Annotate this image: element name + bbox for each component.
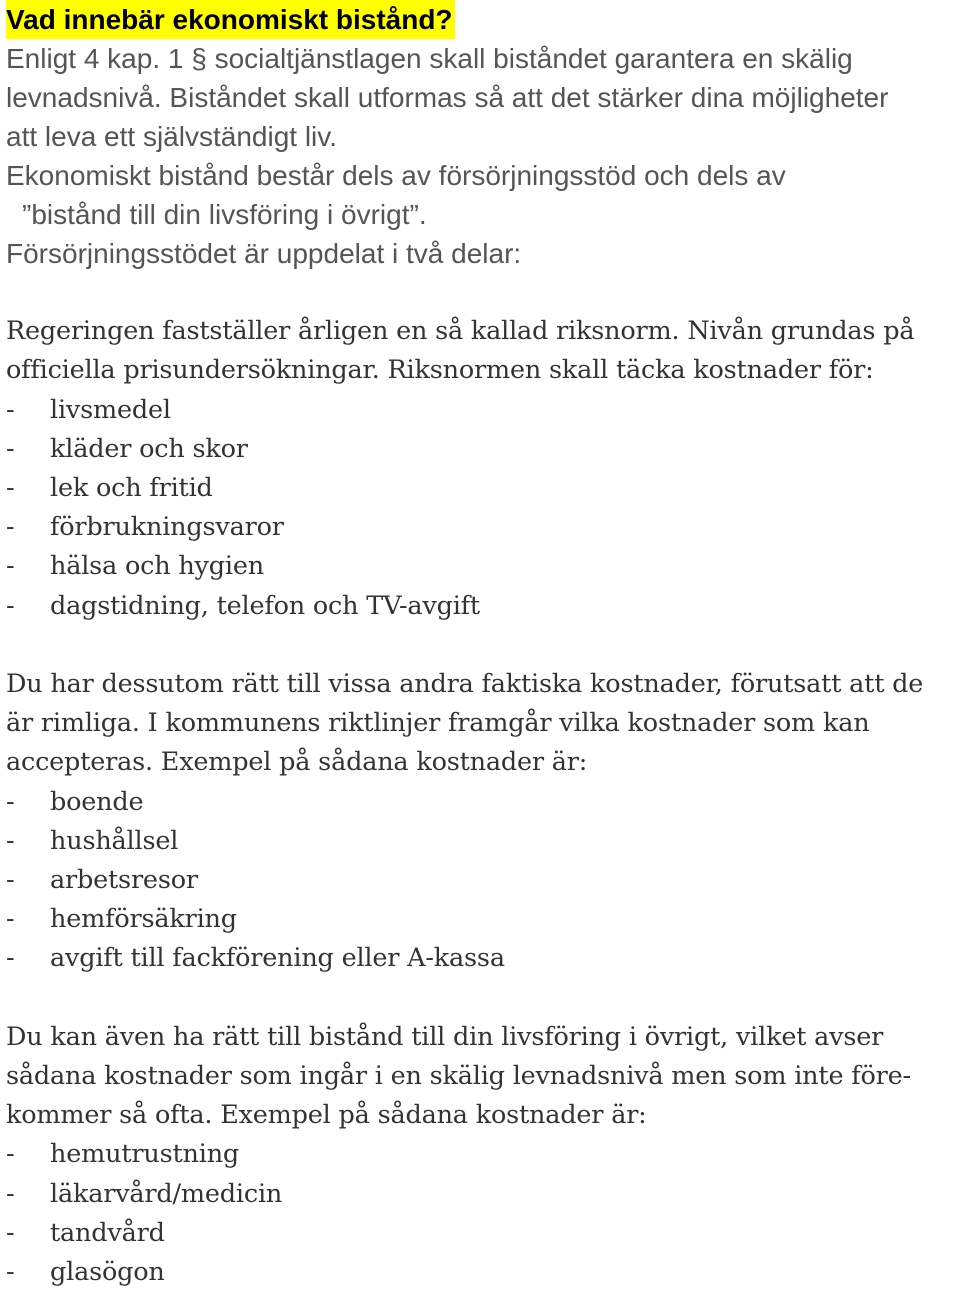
- document-page: [6, 0, 960, 1292]
- list-item: [6, 1253, 960, 1292]
- riksnorm-section: [6, 273, 960, 1292]
- list-item: [6, 587, 960, 626]
- list-item-text: arbetsresor: [50, 865, 198, 896]
- list-item: [6, 469, 960, 508]
- paragraph-line: kommer så ofta. Exempel på sådana kostnader är:: [6, 1100, 647, 1131]
- intro-line: Ekonomiskt bistånd består dels av försörjningsstöd och dels av: [6, 160, 786, 191]
- list-item: [6, 1214, 960, 1253]
- list-bullet: -: [6, 1217, 15, 1248]
- list-item-text: dagstidning, telefon och TV-avgift: [50, 590, 480, 621]
- list-bullet: -: [6, 1139, 15, 1170]
- list-bullet: -: [6, 865, 15, 896]
- list-bullet: -: [6, 904, 15, 935]
- list-item: [6, 1135, 960, 1174]
- intro-line: att leva ett självständigt liv.: [6, 121, 337, 152]
- list-item: [6, 939, 960, 978]
- list-item-text: läkarvård/medicin: [50, 1178, 283, 1209]
- list-item-text: förbrukningsvaror: [50, 512, 284, 543]
- list-item-text: hemförsäkring: [50, 904, 237, 935]
- riksnorm-list: [6, 391, 960, 626]
- list-item: [6, 547, 960, 586]
- list-bullet: -: [6, 394, 15, 425]
- list-item-text: tandvård: [50, 1217, 165, 1248]
- document-title: Vad innebär ekonomiskt bistånd?: [6, 0, 455, 39]
- list-item: [6, 430, 960, 469]
- list-bullet: -: [6, 1257, 15, 1288]
- intro-block: [6, 39, 960, 273]
- paragraph-line: är rimliga. I kommunens riktlinjer framgår vilka kostnader som kan: [6, 708, 870, 739]
- list-item: [6, 822, 960, 861]
- paragraph-line: Du kan även ha rätt till bistånd till din livsföring i övrigt, vilket avser: [6, 1021, 884, 1052]
- list-item: [6, 391, 960, 430]
- list-item-text: hushållsel: [50, 825, 179, 856]
- paragraph-line: sådana kostnader som ingår i en skälig levnadsnivå men som inte före-: [6, 1061, 911, 1092]
- cost-example-list: [6, 783, 960, 979]
- list-item-text: kläder och skor: [50, 433, 248, 464]
- paragraph-line: Regeringen fastställer årligen en så kallad riksnorm. Nivån grundas på: [6, 316, 915, 347]
- list-item: [6, 1175, 960, 1214]
- list-item-text: avgift till fackförening eller A-kassa: [50, 943, 505, 974]
- spacer: [6, 979, 960, 1018]
- list-bullet: -: [6, 433, 15, 464]
- list-bullet: -: [6, 786, 15, 817]
- list-item-text: glasögon: [50, 1257, 165, 1288]
- list-item-text: livsmedel: [50, 394, 171, 425]
- intro-line: Försörjningsstödet är uppdelat i två delar:: [6, 238, 522, 269]
- list-item: [6, 508, 960, 547]
- list-item: [6, 900, 960, 939]
- list-item-text: lek och fritid: [50, 473, 213, 503]
- title-row: [6, 0, 960, 39]
- spacer: [6, 626, 960, 665]
- list-bullet: -: [6, 943, 15, 974]
- paragraph-line: officiella prisundersökningar. Riksnormen skall täcka kostnader för:: [6, 355, 874, 386]
- list-bullet: -: [6, 473, 15, 503]
- list-item: [6, 861, 960, 900]
- list-item-text: hälsa och hygien: [50, 551, 264, 582]
- list-bullet: -: [6, 551, 15, 582]
- paragraph-line: accepteras. Exempel på sådana kostnader är:: [6, 747, 588, 778]
- spacer: [6, 273, 960, 312]
- livsforing-list: [6, 1135, 960, 1292]
- list-bullet: -: [6, 825, 15, 856]
- list-item-text: boende: [50, 786, 144, 817]
- list-bullet: -: [6, 1178, 15, 1209]
- list-bullet: -: [6, 512, 15, 543]
- intro-line: ”bistånd till din livsföring i övrigt”.: [22, 199, 427, 230]
- list-item: [6, 783, 960, 822]
- intro-line: Enligt 4 kap. 1 § socialtjänstlagen skall biståndet garantera en skälig: [6, 43, 853, 74]
- intro-line: levnadsnivå. Biståndet skall utformas så att det stärker dina möjligheter: [6, 82, 889, 113]
- list-item-text: hemutrustning: [50, 1139, 240, 1170]
- list-bullet: -: [6, 590, 15, 621]
- paragraph-line: Du har dessutom rätt till vissa andra faktiska kostnader, förutsatt att de: [6, 669, 924, 699]
